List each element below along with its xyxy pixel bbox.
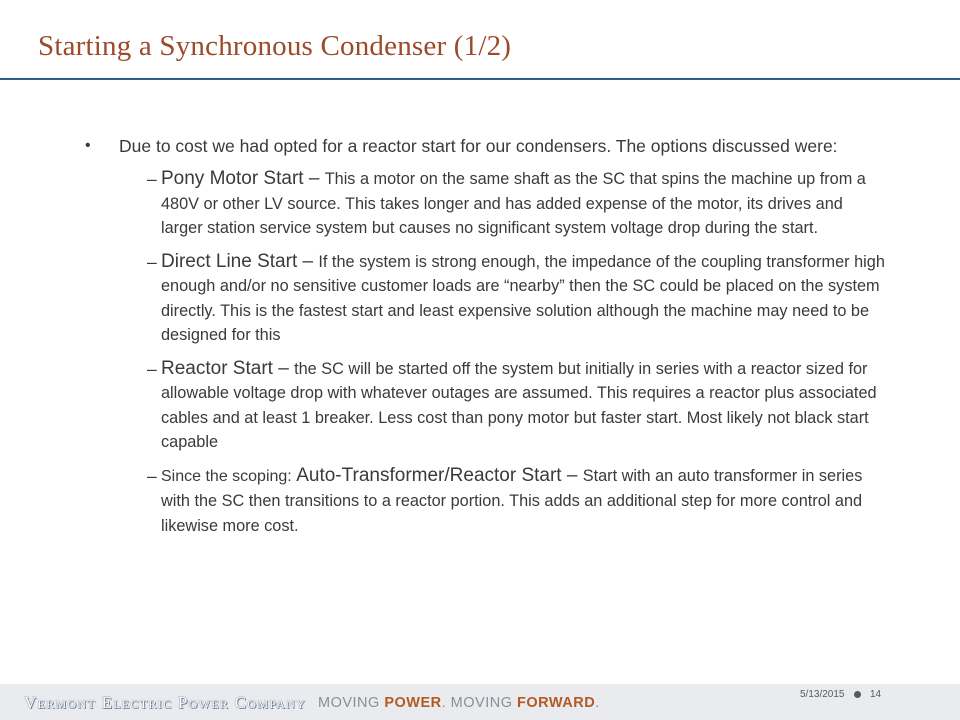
sub-bullet-marker: – — [147, 358, 157, 379]
slide-title: Starting a Synchronous Condenser (1/2) — [38, 30, 512, 62]
sub-bullet-marker: – — [147, 251, 157, 272]
slide-content — [85, 134, 885, 547]
bullet-marker: • — [85, 137, 91, 154]
tagline-part: MOVING — [318, 695, 385, 711]
separator-dot-icon — [854, 691, 861, 698]
main-bullet — [85, 134, 885, 158]
slide-date: 5/13/2015 — [800, 689, 845, 700]
page-number: 14 — [870, 689, 882, 700]
tagline-emphasis: POWER — [384, 695, 442, 711]
sub-bullet-heading: Auto-Transformer/Reactor Start – — [296, 464, 583, 486]
sub-bullet-text: If the system is strong enough, the impedance of the coupling transformer high enough and/or no sensitive customer loads are “nearby” then the SC could be placed on the system directly. This is the fastest start and least expensive solution although the machine may need to be designed for this — [161, 252, 885, 344]
sub-bullet-text: This a motor on the same shaft as the SC that spins the machine up from a 480V or other LV source. This takes longer and has added expense of the motor, its drives and larger station service system but causes no significant system voltage drop during the start. — [161, 170, 866, 237]
sub-bullet-prefix: Since the scoping: — [161, 467, 297, 485]
sub-bullet-text: Start with an auto transformer in series with the SC then transitions to a reactor portion. This adds an additional step for more control and likewise more cost. — [161, 466, 863, 535]
sub-bullet-direct-line — [147, 250, 885, 348]
tagline-part: . MOVING — [441, 695, 518, 711]
title-divider — [0, 78, 960, 80]
sub-bullet-pony-motor — [147, 167, 885, 241]
sub-bullet-marker: – — [147, 465, 157, 486]
sub-bullet-text: the SC will be started off the system but initially in series with a reactor sized for allowable voltage drop with whatever outages are assumed. This requires a reactor plus associated cables and at least 1 breaker. Less cost than pony motor but faster start. Most likely not black start capable — [161, 359, 877, 451]
sub-bullet-marker: – — [147, 169, 157, 189]
tagline — [318, 695, 600, 711]
sub-bullet-auto-transformer — [147, 464, 885, 539]
sub-bullet-reactor — [147, 357, 885, 455]
company-logo: Vermont Electric Power Company — [24, 693, 307, 712]
sub-bullet-list — [147, 167, 885, 538]
main-bullet-text: Due to cost we had opted for a reactor start for our condensers. The options discussed were: — [119, 136, 838, 156]
sub-bullet-heading: Reactor Start – — [161, 357, 295, 379]
sub-bullet-heading: Pony Motor Start – — [161, 168, 325, 189]
sub-bullet-heading: Direct Line Start – — [161, 250, 319, 272]
tagline-emphasis: FORWARD — [517, 695, 596, 711]
tagline-part: . — [595, 695, 600, 711]
